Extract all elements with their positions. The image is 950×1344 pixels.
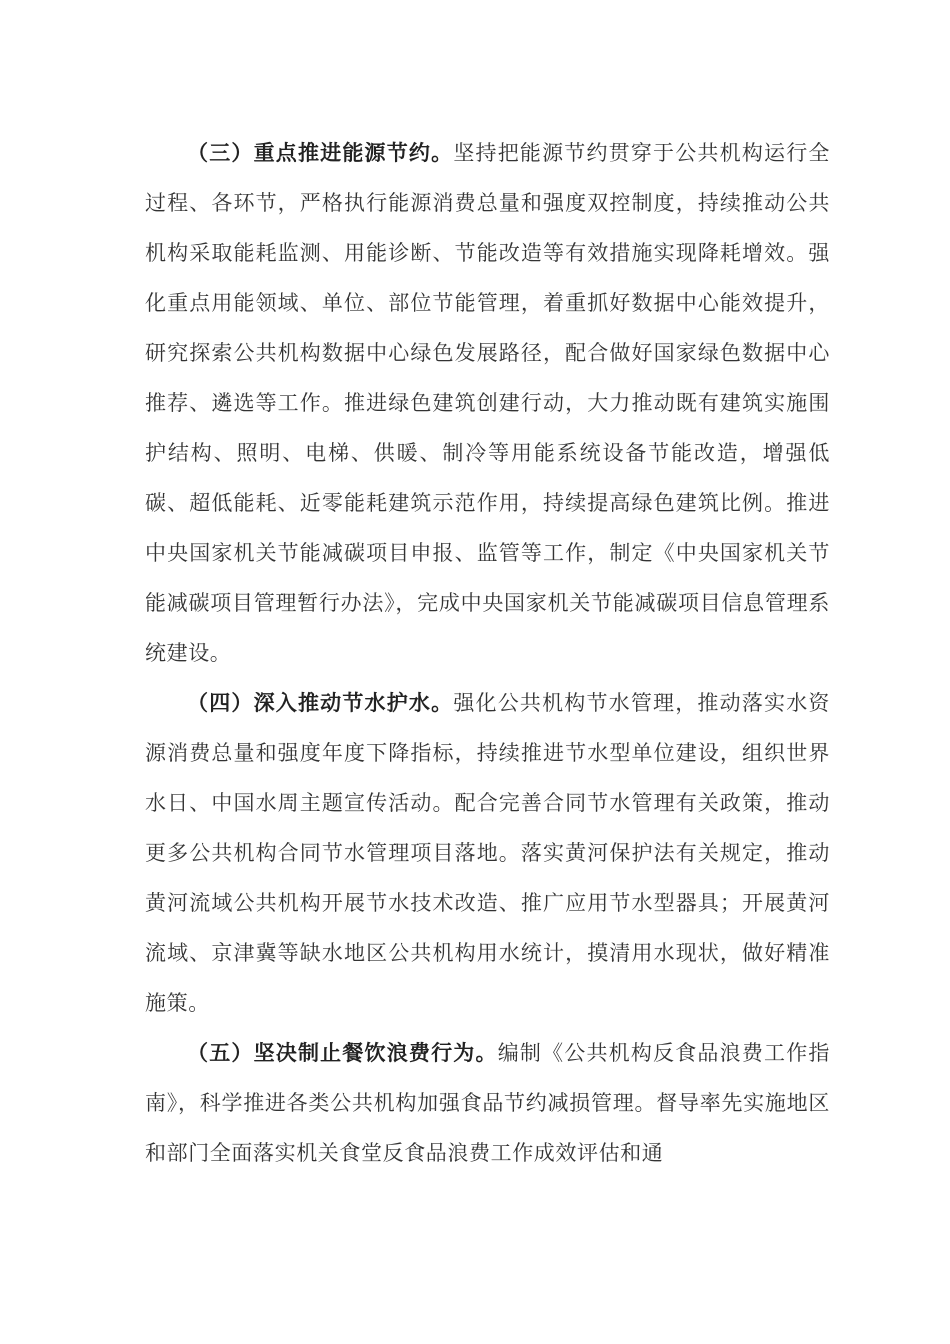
paragraph-heading: （五）坚决制止餐饮浪费行为。: [187, 1041, 498, 1065]
paragraph-heading: （三）重点推进能源节约。: [187, 141, 454, 165]
paragraph-energy-saving: [145, 128, 830, 678]
paragraph-text: 编制《公共机构反食品浪费工作指南》，科学推进各类公共机构加强食品节约减损管理。督导率先实施地区和部门全面落实机关食堂反食品浪费工作成效评估和通: [145, 1041, 830, 1165]
paragraph-text: 坚持把能源节约贯穿于公共机构运行全过程、各环节，严格执行能源消费总量和强度双控制度，持续推动公共机构采取能耗监测、用能诊断、节能改造等有效措施实现降耗增效。强化重点用能领域、单位、部位节能管理，着重抓好数据中心能效提升，研究探索公共机构数据中心绿色发展路径，配合做好国家绿色数据中心推荐、遴选等工作。推进绿色建筑创建行动，大力推动既有建筑实施围护结构、照明、电梯、供暖、制冷等用能系统设备节能改造，增强低碳、超低能耗、近零能耗建筑示范作用，持续提高绿色建筑比例。推进中央国家机关节能减碳项目申报、监管等工作，制定《中央国家机关节能减碳项目管理暂行办法》，完成中央国家机关节能减碳项目信息管理系统建设。: [145, 141, 830, 665]
paragraph-water-saving: [145, 678, 830, 1028]
paragraph-text: 强化公共机构节水管理，推动落实水资源消费总量和强度年度下降指标，持续推进节水型单位建设，组织世界水日、中国水周主题宣传活动。配合完善合同节水管理有关政策，推动更多公共机构合同节水管理项目落地。落实黄河保护法有关规定，推动黄河流域公共机构开展节水技术改造、推广应用节水型器具；开展黄河流域、京津冀等缺水地区公共机构用水统计，摸清用水现状，做好精准施策。: [145, 691, 830, 1015]
paragraph-food-waste: [145, 1028, 830, 1178]
paragraph-heading: （四）深入推动节水护水。: [187, 691, 454, 715]
document-body: [145, 128, 830, 1178]
